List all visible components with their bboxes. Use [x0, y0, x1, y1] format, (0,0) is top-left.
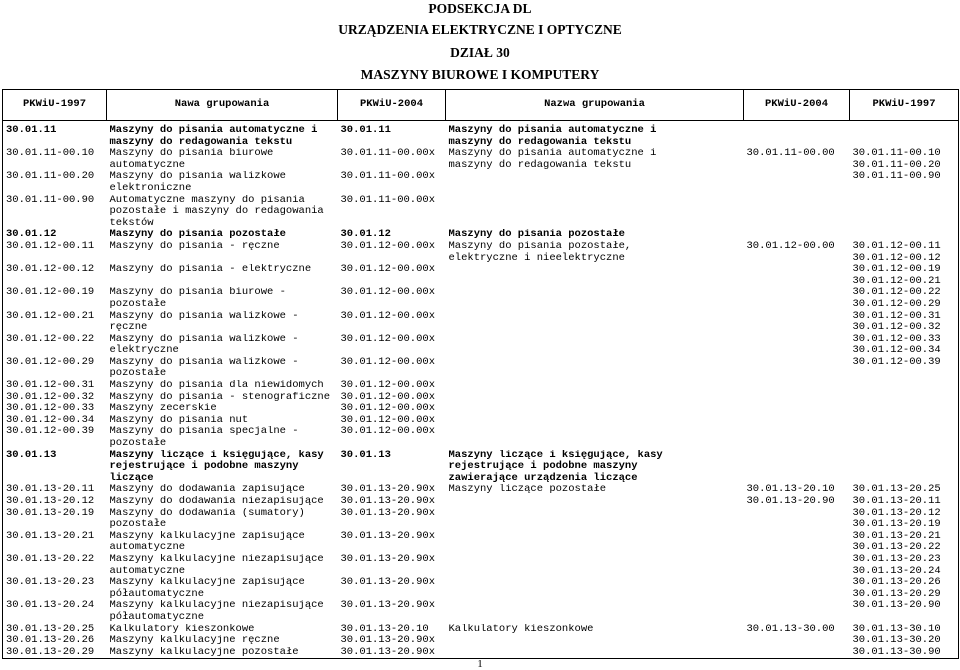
cell-line: 30.01.12-00.32: [852, 321, 941, 334]
table-row: [3, 148, 959, 171]
cell-line: Maszyny liczące i księgujące, kasy: [109, 449, 324, 461]
cell-group-name-new: [446, 148, 744, 171]
cell-pkwiu2004-code: 30.01.13-20.90x: [340, 496, 436, 507]
table-row: [3, 121, 959, 149]
cell-group-name: [107, 484, 338, 496]
cell-pkwiu1997-target: [850, 426, 959, 449]
cell-line: 30.01.12-00.22: [852, 287, 941, 299]
cell-group-name-new: [446, 531, 744, 554]
cell-line: Maszyny kalkulacyjne ręczne: [109, 635, 280, 647]
table-row: [3, 635, 959, 647]
cell-line: Maszyny do pisania automatyczne i: [109, 124, 318, 136]
cell-group-name-new: [446, 380, 744, 392]
cell-pkwiu2004-code: 30.01.12-00.00x: [340, 310, 436, 322]
cell-line: pozostałe: [109, 437, 167, 450]
cell-line: 30.01.12-00.11: [852, 240, 941, 252]
cell-group-name: [107, 264, 338, 287]
cell-pkwiu1997-target: [850, 171, 959, 194]
cell-line: Maszyny kalkulacyjne niezapisujące: [109, 600, 324, 612]
cell-group-name: [107, 415, 338, 427]
cell-group-name-new: [446, 171, 744, 194]
cell-pkwiu2004-code: 30.01.12: [340, 229, 391, 241]
cell-group-name-new: [446, 195, 744, 230]
cell-pkwiu2004-target: [744, 241, 850, 264]
table-row: [3, 287, 959, 310]
cell-line: Maszyny do pisania nut: [109, 414, 249, 426]
cell-pkwiu2004-target: [744, 229, 850, 241]
cell-line: Maszyny do pisania automatyczne i: [448, 148, 657, 160]
cell-line: maszyny do redagowania tekstu: [448, 135, 632, 148]
cell-pkwiu1997-code: 30.01.13-20.25: [6, 623, 95, 635]
table-row: [3, 647, 959, 659]
table-body: [3, 121, 959, 659]
cell-group-name: [107, 241, 338, 264]
cell-group-name: [107, 554, 338, 577]
cell-pkwiu2004-target: [744, 264, 850, 287]
cell-line: Maszyny do pisania specjalne -: [109, 426, 299, 438]
cell-pkwiu2004-code: 30.01.13-20.90x: [340, 577, 436, 589]
cell-group-name: [107, 496, 338, 508]
cell-line: Maszyny do pisania pozostałe: [448, 229, 625, 241]
division-title: DZIAŁ 30: [450, 45, 510, 60]
cell-pkwiu2004-target: [744, 554, 850, 577]
cell-line: 30.01.12-00.19: [852, 264, 941, 276]
cell-group-name-new: [446, 241, 744, 264]
cell-pkwiu2004-target: [744, 624, 850, 636]
cell-pkwiu2004-code: 30.01.13-20.90x: [340, 530, 436, 542]
cell-pkwiu2004-code: 30.01.11-00.00x: [340, 194, 436, 206]
cell-line: elektryczne i nieelektryczne: [448, 251, 625, 264]
cell-pkwiu2004-target: [744, 334, 850, 357]
cell-line: 30.01.13-20.12: [852, 507, 941, 519]
cell-line: pozostałe i maszyny do redagowania: [109, 205, 324, 218]
cell-group-name-new: [446, 121, 744, 149]
cell-line: Maszyny do pisania pozostałe: [109, 229, 286, 241]
cell-line: 30.01.13-20.90: [746, 496, 835, 507]
cell-group-name-new: [446, 554, 744, 577]
cell-pkwiu1997-target: [850, 357, 959, 380]
cell-line: 30.01.13-20.24: [852, 564, 941, 577]
cell-pkwiu2004-code: 30.01.13-20.90x: [340, 507, 436, 519]
cell-line: 30.01.13-20.26: [852, 577, 941, 589]
cell-group-name-new: [446, 508, 744, 531]
cell-line: elektryczne: [109, 344, 179, 357]
table-row: [3, 496, 959, 508]
cell-line: Maszyny do pisania biurowe -: [109, 287, 286, 299]
cell-line: 30.01.13-20.10: [746, 484, 835, 496]
cell-pkwiu1997-target: [850, 531, 959, 554]
cell-pkwiu2004-code: 30.01.13-20.10: [340, 623, 429, 635]
cell-line: 30.01.13-20.21: [852, 530, 941, 542]
cell-pkwiu2004-target: [744, 311, 850, 334]
cell-line: pozostałe: [109, 297, 167, 310]
cell-line: Kalkulatory kieszonkowe: [448, 623, 594, 635]
cell-line: rejestrujące i podobne maszyny: [109, 460, 299, 473]
cell-line: Maszyny do pisania walizkowe: [109, 171, 286, 183]
cell-line: 30.01.12-00.21: [852, 274, 941, 287]
cell-line: 30.01.13-30.20: [852, 635, 941, 647]
cell-line: 30.01.11-00.10: [852, 148, 941, 160]
cell-pkwiu1997-target: [850, 264, 959, 287]
cell-pkwiu2004-code: 30.01.12-00.00x: [340, 414, 436, 426]
cell-pkwiu2004-target: [744, 484, 850, 496]
cell-line: 30.01.12-00.12: [852, 251, 941, 264]
cell-pkwiu2004-code: 30.01.11-00.00x: [340, 171, 436, 183]
cell-line: Maszyny do pisania walizkowe -: [109, 356, 299, 368]
cell-group-name-new: [446, 229, 744, 241]
cell-pkwiu1997-target: [850, 380, 959, 392]
cell-group-name: [107, 403, 338, 415]
cell-group-name-new: [446, 311, 744, 334]
cell-line: Maszyny liczące pozostałe: [448, 484, 607, 496]
cell-line: pozostałe: [109, 518, 167, 531]
cell-line: 30.01.12-00.31: [852, 310, 941, 322]
cell-pkwiu1997-target: [850, 484, 959, 496]
cell-line: 30.01.13-20.23: [852, 553, 941, 565]
cell-pkwiu1997-code: 30.01.12: [6, 229, 57, 241]
cell-line: Maszyny do pisania walizkowe -: [109, 310, 299, 322]
cell-line: 30.01.12-00.39: [852, 356, 941, 368]
section-subtitle: URZĄDZENIA ELEKTRYCZNE I OPTYCZNE: [338, 22, 622, 37]
table-row: [3, 229, 959, 241]
cell-pkwiu2004-code: 30.01.13-20.90x: [340, 646, 436, 658]
cell-pkwiu1997-target: [850, 392, 959, 404]
cell-pkwiu1997-code: 30.01.13-20.23: [6, 577, 95, 589]
cell-group-name: [107, 450, 338, 485]
cell-pkwiu1997-code: 30.01.11-00.10: [6, 148, 95, 160]
table-row: [3, 171, 959, 194]
cell-group-name: [107, 334, 338, 357]
cell-group-name-new: [446, 577, 744, 600]
cell-pkwiu2004-target: [744, 357, 850, 380]
table-row: [3, 311, 959, 334]
cell-line: Maszyny do pisania walizkowe -: [109, 333, 299, 345]
cell-line: 30.01.13-30.00: [746, 623, 835, 635]
cell-pkwiu2004-target: [744, 647, 850, 659]
cell-pkwiu1997-code: 30.01.12-00.29: [6, 356, 95, 368]
cell-line: 30.01.13-20.90: [852, 600, 941, 612]
cell-group-name: [107, 531, 338, 554]
cell-line: tekstów: [109, 216, 154, 229]
cell-line: Maszyny do pisania automatyczne i: [448, 124, 657, 136]
cell-pkwiu2004-target: [744, 392, 850, 404]
cell-line: Maszyny do dodawania (sumatory): [109, 507, 305, 519]
cell-line: 30.01.13-20.22: [852, 541, 941, 554]
cell-pkwiu2004-target: [744, 148, 850, 171]
cell-pkwiu2004-target: [744, 287, 850, 310]
cell-pkwiu1997-target: [850, 600, 959, 623]
cell-line: 30.01.11-00.20: [852, 158, 941, 171]
table-row: [3, 334, 959, 357]
cell-group-name: [107, 392, 338, 404]
cell-pkwiu1997-code: 30.01.13-20.11: [6, 484, 95, 496]
cell-pkwiu2004-target: [744, 195, 850, 230]
cell-group-name: [107, 426, 338, 449]
cell-pkwiu1997-code: 30.01.13: [6, 449, 57, 461]
table-row: [3, 264, 959, 287]
table-row: [3, 403, 959, 415]
cell-line: 30.01.12-00.00: [746, 240, 835, 252]
cell-pkwiu2004-code: 30.01.13-20.90x: [340, 600, 436, 612]
cell-pkwiu2004-code: 30.01.12-00.00x: [340, 391, 436, 403]
cell-line: Maszyny kalkulacyjne zapisujące: [109, 577, 305, 589]
cell-line: liczące: [109, 471, 154, 484]
cell-group-name: [107, 121, 338, 149]
cell-group-name-new: [446, 496, 744, 508]
cell-group-name: [107, 148, 338, 171]
table-header-row: [3, 90, 959, 121]
cell-line: Kalkulatory kieszonkowe: [109, 623, 255, 635]
cell-pkwiu1997-target: [850, 496, 959, 508]
cell-line: półautomatyczne: [109, 610, 205, 623]
table-row: [3, 357, 959, 380]
cell-pkwiu1997-code: 30.01.12-00.12: [6, 264, 95, 276]
cell-pkwiu1997-target: [850, 508, 959, 531]
cell-pkwiu1997-code: 30.01.13-20.12: [6, 496, 95, 507]
cell-line: Maszyny zecerskie: [109, 403, 217, 415]
cell-group-name-new: [446, 415, 744, 427]
cell-pkwiu2004-code: 30.01.12-00.00x: [340, 240, 436, 252]
column-header-pkwiu2004: PKWiU-2004: [338, 90, 446, 121]
cell-group-name-new: [446, 264, 744, 287]
cell-pkwiu1997-target: [850, 311, 959, 334]
cell-line: maszyny do redagowania tekstu: [448, 158, 632, 171]
cell-pkwiu2004-code: 30.01.12-00.00x: [340, 333, 436, 345]
cell-pkwiu1997-code: 30.01.12-00.31: [6, 380, 95, 392]
cell-group-name-new: [446, 484, 744, 496]
cell-pkwiu2004-target: [744, 171, 850, 194]
cell-line: Maszyny do dodawania niezapisujące: [109, 496, 324, 507]
cell-group-name: [107, 171, 338, 194]
cell-pkwiu1997-target: [850, 287, 959, 310]
cell-group-name-new: [446, 392, 744, 404]
cell-group-name-new: [446, 647, 744, 659]
table-row: [3, 554, 959, 577]
cell-pkwiu1997-target: [850, 403, 959, 415]
cell-line: automatyczne: [109, 541, 186, 554]
cell-pkwiu1997-target: [850, 229, 959, 241]
cell-line: pozostałe: [109, 367, 167, 380]
cell-line: Maszyny do pisania - elektryczne: [109, 264, 312, 276]
cell-pkwiu1997-code: 30.01.12-00.33: [6, 403, 95, 415]
cell-pkwiu1997-code: 30.01.11-00.90: [6, 194, 95, 206]
cell-pkwiu1997-target: [850, 241, 959, 264]
section-title: PODSEKCJA DL: [428, 1, 532, 16]
cell-pkwiu1997-target: [850, 195, 959, 230]
cell-line: Maszyny do dodawania zapisujące: [109, 484, 305, 496]
cell-pkwiu2004-target: [744, 600, 850, 623]
cell-group-name: [107, 508, 338, 531]
cell-line: 30.01.11-00.00: [746, 148, 835, 160]
cell-line: Maszyny do pisania - stenograficzne: [109, 391, 331, 403]
cell-pkwiu2004-target: [744, 403, 850, 415]
cell-line: 30.01.13-20.11: [852, 496, 941, 507]
cell-line: Maszyny do pisania biurowe: [109, 148, 274, 160]
cell-pkwiu2004-code: 30.01.11-00.00x: [340, 148, 436, 160]
cell-pkwiu2004-code: 30.01.13: [340, 449, 391, 461]
table-row: [3, 426, 959, 449]
cell-pkwiu2004-code: 30.01.11: [340, 124, 391, 136]
cell-line: 30.01.12-00.34: [852, 344, 941, 357]
cell-group-name-new: [446, 426, 744, 449]
cell-pkwiu2004-code: 30.01.12-00.00x: [340, 380, 436, 392]
cell-pkwiu1997-target: [850, 415, 959, 427]
table-row: [3, 380, 959, 392]
cell-line: automatyczne: [109, 564, 186, 577]
cell-group-name-new: [446, 600, 744, 623]
cell-group-name: [107, 647, 338, 659]
cell-line: automatyczne: [109, 158, 186, 171]
table-row: [3, 624, 959, 636]
table-row: [3, 531, 959, 554]
cell-pkwiu1997-code: 30.01.11: [6, 124, 57, 136]
cell-group-name: [107, 624, 338, 636]
cell-line: rejestrujące i podobne maszyny: [448, 460, 638, 473]
cell-line: 30.01.13-20.19: [852, 518, 941, 531]
cell-pkwiu2004-target: [744, 496, 850, 508]
table-row: [3, 195, 959, 230]
cell-pkwiu2004-target: [744, 577, 850, 600]
cell-line: Maszyny do pisania pozostałe,: [448, 240, 632, 252]
cell-pkwiu2004-code: 30.01.12-00.00x: [340, 356, 436, 368]
column-header-group-name: Nawa grupowania: [107, 90, 338, 121]
cell-group-name: [107, 229, 338, 241]
cell-pkwiu2004-target: [744, 426, 850, 449]
table-row: [3, 600, 959, 623]
cell-pkwiu2004-target: [744, 450, 850, 485]
column-header-pkwiu1997: PKWiU-1997: [3, 90, 107, 121]
cell-line: 30.01.13-30.10: [852, 623, 941, 635]
cell-line: 30.01.13-30.90: [852, 646, 941, 658]
cell-group-name: [107, 195, 338, 230]
cell-group-name-new: [446, 624, 744, 636]
cell-pkwiu1997-target: [850, 554, 959, 577]
cell-pkwiu1997-code: 30.01.13-20.22: [6, 553, 95, 565]
cell-pkwiu1997-target: [850, 450, 959, 485]
table-row: [3, 392, 959, 404]
cell-pkwiu1997-code: 30.01.12-00.34: [6, 414, 95, 426]
cell-group-name: [107, 600, 338, 623]
cell-pkwiu2004-code: 30.01.13-20.90x: [340, 484, 436, 496]
table-row: [3, 484, 959, 496]
cell-line: półautomatyczne: [109, 587, 205, 600]
cell-pkwiu2004-code: 30.01.12-00.00x: [340, 264, 436, 276]
cell-pkwiu2004-target: [744, 415, 850, 427]
cell-pkwiu1997-target: [850, 635, 959, 647]
cell-pkwiu1997-code: 30.01.12-00.22: [6, 333, 95, 345]
cell-line: Maszyny kalkulacyjne niezapisujące: [109, 553, 324, 565]
cell-pkwiu1997-code: 30.01.11-00.20: [6, 171, 95, 183]
cell-line: 30.01.13-20.25: [852, 484, 941, 496]
cell-pkwiu1997-target: [850, 334, 959, 357]
table-row: [3, 577, 959, 600]
column-header-pkwiu1997-right: PKWiU-1997: [850, 90, 959, 121]
cell-line: 30.01.12-00.29: [852, 297, 941, 310]
page-number: 1: [477, 658, 483, 670]
cell-pkwiu1997-code: 30.01.12-00.32: [6, 391, 95, 403]
cell-pkwiu2004-code: 30.01.13-20.90x: [340, 553, 436, 565]
cell-pkwiu1997-target: [850, 148, 959, 171]
cell-line: 30.01.11-00.90: [852, 171, 941, 183]
cell-line: maszyny do redagowania tekstu: [109, 135, 293, 148]
cell-group-name: [107, 287, 338, 310]
cell-pkwiu2004-target: [744, 121, 850, 149]
cell-line: Maszyny do pisania dla niewidomych: [109, 380, 324, 392]
cell-pkwiu1997-code: 30.01.13-20.29: [6, 646, 95, 658]
table-row: [3, 415, 959, 427]
cell-pkwiu1997-code: 30.01.12-00.21: [6, 310, 95, 322]
table-row: [3, 450, 959, 485]
division-name: MASZYNY BIUROWE I KOMPUTERY: [360, 67, 600, 82]
cell-pkwiu2004-target: [744, 508, 850, 531]
cell-line: Maszyny kalkulacyjne zapisujące: [109, 530, 305, 542]
cell-group-name: [107, 577, 338, 600]
cell-group-name-new: [446, 357, 744, 380]
cell-pkwiu1997-code: 30.01.12-00.11: [6, 240, 95, 252]
cell-pkwiu1997-target: [850, 647, 959, 659]
classification-table: [2, 89, 959, 659]
cell-line: Maszyny liczące i księgujące, kasy: [448, 449, 663, 461]
cell-pkwiu1997-target: [850, 121, 959, 149]
cell-pkwiu1997-code: 30.01.12-00.39: [6, 426, 95, 438]
table-row: [3, 508, 959, 531]
cell-pkwiu2004-code: 30.01.12-00.00x: [340, 287, 436, 299]
column-header-pkwiu2004-right: PKWiU-2004: [744, 90, 850, 121]
cell-pkwiu1997-code: 30.01.13-20.19: [6, 507, 95, 519]
cell-group-name-new: [446, 450, 744, 485]
cell-pkwiu1997-code: 30.01.12-00.19: [6, 287, 95, 299]
cell-group-name: [107, 357, 338, 380]
cell-pkwiu2004-code: 30.01.13-20.90x: [340, 635, 436, 647]
cell-line: 30.01.12-00.33: [852, 333, 941, 345]
cell-line: ręczne: [109, 321, 148, 334]
cell-line: Maszyny do pisania - ręczne: [109, 240, 280, 252]
cell-line: zawierające urządzenia liczące: [448, 471, 638, 484]
cell-line: Maszyny kalkulacyjne pozostałe: [109, 646, 299, 658]
cell-pkwiu2004-code: 30.01.12-00.00x: [340, 403, 436, 415]
cell-pkwiu2004-code: 30.01.12-00.00x: [340, 426, 436, 438]
cell-line: elektroniczne: [109, 181, 192, 194]
column-header-group-name-new: Nazwa grupowania: [446, 90, 744, 121]
cell-pkwiu1997-target: [850, 577, 959, 600]
cell-group-name-new: [446, 287, 744, 310]
cell-group-name: [107, 380, 338, 392]
cell-line: Automatyczne maszyny do pisania: [109, 194, 305, 206]
cell-pkwiu2004-target: [744, 380, 850, 392]
cell-line: 30.01.13-20.29: [852, 587, 941, 600]
cell-group-name-new: [446, 403, 744, 415]
cell-pkwiu2004-target: [744, 531, 850, 554]
cell-group-name-new: [446, 635, 744, 647]
cell-pkwiu2004-target: [744, 635, 850, 647]
cell-pkwiu1997-target: [850, 624, 959, 636]
cell-group-name: [107, 635, 338, 647]
cell-pkwiu1997-code: 30.01.13-20.21: [6, 530, 95, 542]
cell-pkwiu1997-code: 30.01.13-20.24: [6, 600, 95, 612]
cell-group-name-new: [446, 334, 744, 357]
cell-group-name: [107, 311, 338, 334]
table-row: [3, 241, 959, 264]
cell-pkwiu1997-code: 30.01.13-20.26: [6, 635, 95, 647]
